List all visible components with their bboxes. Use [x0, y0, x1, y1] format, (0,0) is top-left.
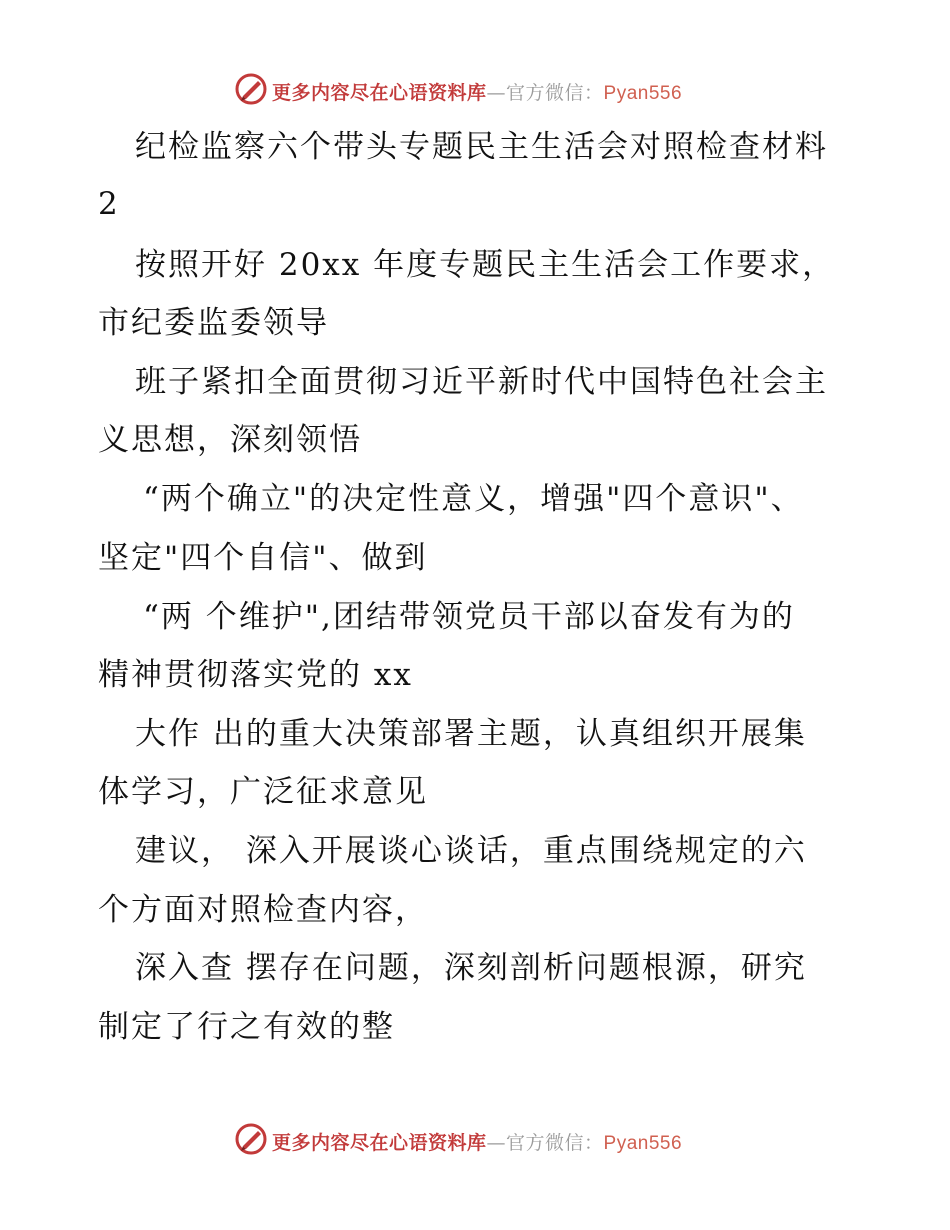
- doc-line: “两个确立"的决定性意义，增强"四个意识"、: [143, 481, 804, 517]
- footer-banner-text: [272, 1128, 682, 1155]
- doc-line: 班子紧扣全面贯彻习近平新时代中国特色社会主: [135, 364, 828, 400]
- doc-line: 制定了行之有效的整: [98, 1009, 395, 1045]
- doc-line: 坚定"四个自信"、做到: [98, 540, 428, 576]
- footer-banner: [0, 1120, 950, 1160]
- doc-line: 个方面对照检查内容，: [98, 892, 428, 928]
- header-banner-handle: Pyan556: [603, 83, 683, 104]
- footer-banner-label: 官方微信：: [506, 1132, 604, 1154]
- doc-line: “两 个维护",团结带领党员干部以奋发有为的: [143, 599, 795, 635]
- header-banner-dash: —: [486, 82, 507, 104]
- doc-line: 大作 出的重大决策部署主题，认真组织开展集: [135, 716, 807, 752]
- doc-line: 精神贯彻落实党的 xx: [98, 657, 413, 693]
- doc-line: 建议， 深入开展谈心谈话，重点围绕规定的六: [135, 833, 807, 869]
- doc-line: 深入查 摆存在问题，深刻剖析问题根源，研究: [135, 950, 807, 986]
- footer-banner-handle: Pyan556: [603, 1133, 683, 1154]
- footer-banner-dash: —: [486, 1132, 507, 1154]
- header-banner-label: 官方微信：: [506, 82, 604, 104]
- doc-line: 2: [98, 186, 120, 222]
- doc-line: 市纪委监委领导: [98, 305, 329, 341]
- pen-logo-icon: [234, 1122, 268, 1156]
- doc-line: 按照开好 20xx 年度专题民主生活会工作要求，: [135, 247, 836, 283]
- doc-line: 义思想，深刻领悟: [98, 422, 362, 458]
- header-banner-main: 更多内容尽在心语资料库: [272, 82, 487, 104]
- doc-line: 体学习，广泛征求意见: [98, 774, 428, 810]
- doc-line: 纪检监察六个带头专题民主生活会对照检查材料: [135, 129, 828, 165]
- footer-banner-main: 更多内容尽在心语资料库: [272, 1132, 487, 1154]
